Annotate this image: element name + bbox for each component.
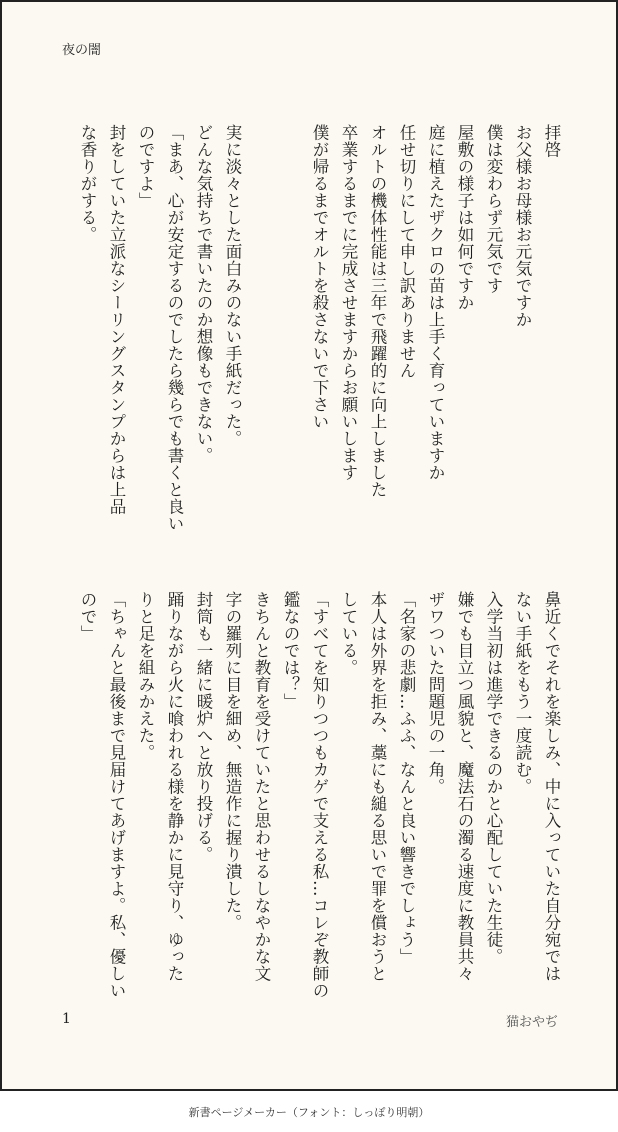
text-line: 封をしていた立派なシーリングスタンプからは上品 xyxy=(107,124,126,515)
page-number: 1 xyxy=(62,1011,71,1027)
text-line: 任せ切りにして申し訳ありません xyxy=(397,124,416,379)
text-line: 「すべてを知りつつもカゲで支える私…コレぞ教師の xyxy=(310,591,329,999)
text-line: 鼻近くでそれを楽しみ、中に入っていた自分宛では xyxy=(542,591,561,982)
text-line: のですよ」 xyxy=(136,124,155,209)
text-line: 僕は変わらず元気です xyxy=(484,124,503,294)
text-line: 実に淡々とした面白みのない手紙だった。 xyxy=(223,124,242,447)
text-line: 「ちゃんと最後まで見届けてあげますよ。私、優しい xyxy=(107,591,126,999)
text-line: 屋敷の様子は如何ですか xyxy=(455,124,474,311)
text-line: 本人は外界を拒み、藁にも縋る思いで罪を償おうと xyxy=(368,591,387,982)
text-line: している。 xyxy=(339,591,358,676)
text-line: きちんと教育を受けていたと思わせるしなやかな文 xyxy=(252,591,271,982)
text-line: ザワついた問題児の一角。 xyxy=(426,591,445,795)
text-line: 「まあ、心が安定するのでしたら幾らでも書くと良い xyxy=(165,124,184,532)
text-line xyxy=(247,124,276,554)
text-line: お父様お母様お元気ですか xyxy=(513,124,532,328)
text-line: 封筒も一緒に暖炉へと放り投げる。 xyxy=(194,591,213,863)
text-line: 庭に植えたザクロの苗は上手く育っていますか xyxy=(426,124,445,481)
author-name: 猫おやぢ xyxy=(505,1015,558,1030)
text-line: ない手紙をもう一度読む。 xyxy=(513,591,532,795)
text-line: 鑑なのでは？」 xyxy=(281,591,300,710)
text-line: 卒業するまでに完成させますからお願いします xyxy=(339,124,358,481)
text-line: 踊りながら火に喰われる様を静かに見守り、ゆった xyxy=(165,591,184,982)
text-line: 僕が帰るまでオルトを殺さないで下さい xyxy=(310,124,329,430)
running-header-title: 夜の闇 xyxy=(62,43,102,58)
text-line: どんな気持ちで書いたのか想像もできない。 xyxy=(194,124,213,464)
text-line: 拝啓 xyxy=(542,124,561,158)
text-line: オルトの機体性能は三年で飛躍的に向上しました xyxy=(368,124,387,498)
generator-caption: 新書ページメーカー（フォント：しっぽり明朝） xyxy=(188,1106,430,1119)
text-line xyxy=(276,124,305,554)
text-line: 嫌でも目立つ風貌と、魔法石の濁る速度に教員共々 xyxy=(455,591,474,982)
vertical-text-block-top xyxy=(73,124,566,554)
vertical-text-block-bottom xyxy=(73,591,566,1021)
text-line: りと足を組みかえた。 xyxy=(136,591,155,761)
text-line: 入学当初は進学できるのかと心配していた生徒。 xyxy=(484,591,503,965)
text-line: ので」 xyxy=(78,591,97,642)
text-line: 字の羅列に目を細め、無造作に握り潰した。 xyxy=(223,591,242,931)
text-line: 「名家の悲劇…ふふ、なんと良い響きでしょう」 xyxy=(397,591,416,965)
text-line: な香りがする。 xyxy=(78,124,97,243)
